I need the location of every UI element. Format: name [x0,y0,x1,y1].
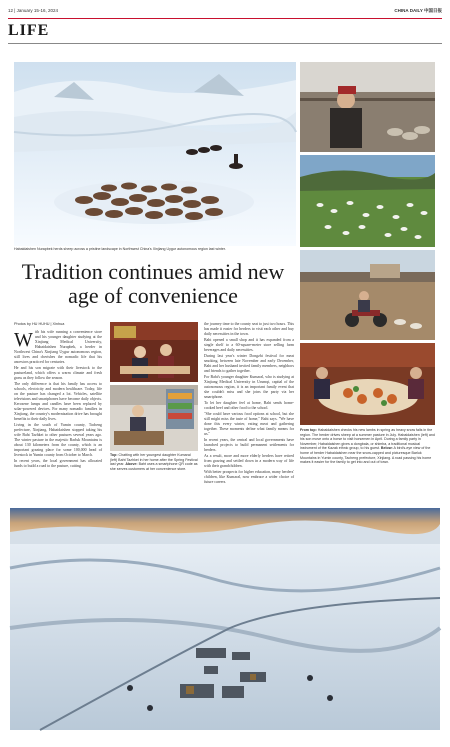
article-paragraph: He and his son migrate with their livestock to the pastureland, which offers a warm climate and fresh grass as they follow the season. [14,366,102,380]
article-paragraph: In recent years, the central and local governments have launched projects to build permanent settlements for herders. [204,438,294,452]
drop-cap: W [14,329,33,351]
inset-caption: Top: Chatting with her youngest daughter Kumaral (left) Baht Tazhkei in her home after the Spring Festival last year. Above: Baht uses a smartphone QR code as she serves customers at her convenience store. [110,453,198,471]
article-column-1 [14,330,102,470]
mother-daughter-photo [110,322,198,382]
article-paragraph: For Baht's younger daughter Kumaral, who is studying at Xinjiang Medical University in Urumqi, capital of the autonomous region, it is an important family event that she couldn't miss and she joins the party via her smartphone. [204,375,294,399]
article-paragraph: During last year's winter Dongzhi festival for meat smoking, between late November and early December, Baht and her husband invited family members, neighbors and friends to gather together. [204,354,294,373]
article-paragraph: With his wife running a convenience store and his younger daughter studying at the Xinjiang Medical University, Habaidaishen Nurapbek, a herder in Northwest China's Xinjiang Uygur autonomous region, still lives and cherishes the nomadic life that his ancestors practiced for centuries. [14,329,102,364]
article-paragraph: Baht opened a small shop and it has expanded from a single shelf to a 60-square-meter store selling farm beverages and daily necessities. [204,338,294,352]
top-photo-caption: Habaidaishen Nurapbek herds sheep across a pristine landscape in Northwest China's Xinjiang Uygur autonomous region last winter. [14,247,226,251]
article-column-2 [204,322,294,484]
convenience-store-photo [110,385,198,451]
motorbike-herding-photo [300,250,435,340]
article-paragraph: In recent years, the local government has allocated funds to build a road to the pasture, cutting [14,459,102,468]
article-paragraph: "She could have various food options at school, but she still might miss the taste of home," Baht says. "We have done this every winter, eating meat and gathering together. These moments define what family means for us." [204,412,294,436]
headline: Tradition continues amid new age of convenience [21,259,285,308]
article-paragraph: With better prospects for higher education, many herders' children, like Kumaral, now embrace a wider choice of future careers. [204,470,294,484]
summer-pasture-photo [300,155,435,247]
snowy-herd-photo [14,62,296,246]
right-column-caption: From top: Habaidaishen checks his new lambs in spring as heavy snow falls in the region. The herder drives sheep at a summer pasture in July. Habaidaishen (left) and his son move onto a horse to visit horsemen in April. During a family party in November, Habaidaishen gives a dongbala, or shimba, a traditional musical instrument of the Kazak ethnic group, to his guest. Below: A bird's-eye view of the home of herder Habaidaishen near the snow-capped and picturesque Barluk Mountains in Yumin county, Tacheng prefecture, Xinjiang. A road passing his home makes it easier for the family to get into and out of town. [300,428,435,465]
article-paragraph: To let her daughter feel at home, Baht sends home-cooked beef and other food to the school. [204,401,294,410]
header-rule [8,18,442,19]
article-paragraph: As a result, more and more elderly herders have retired from grazing and settled down in a modern way of life with their grandchildren. [204,454,294,468]
section-rule [8,43,442,44]
aerial-homestead-photo [10,508,440,730]
family-feast-photo [300,343,435,425]
page-date: 12 | January 15-16, 2024 [8,8,58,13]
section-title: LIFE [8,22,50,39]
article-paragraph: Living in the south of Yumin county, Tacheng prefecture, Xinjiang, Habaidaishen stopped taking his wife Baht Tazhkei to other pastures several years ago. The winter pasture in the majestic Barluk Mountains is about 130 kilometers from the county, which is an important grazing place for some 100,000 head of livestock in Yumin county from October to March. [14,423,102,457]
article-paragraph: The only difference is that his family has access to schools, electricity and modern healthcare. Today, life on the pasture has changed a lot. Vehicles, satellite televisions and smartphones have become daily objects. Kerosene lamps and candles have been replaced by solar-powered devices. For many nomadic families in Xinjiang, the country's modernization drive has brought benefits to their daily lives. [14,382,102,421]
herder-portrait-photo [300,62,435,152]
paper-name: CHINA DAILY 中国日报 [394,8,442,13]
page-header [8,6,442,16]
byline: Photos by HU HUHU | Xinhua [14,322,65,326]
article-paragraph: the journey time to the county seat to just two hours. This has made it easier for herders to visit each other and buy daily necessities in the town. [204,322,294,336]
